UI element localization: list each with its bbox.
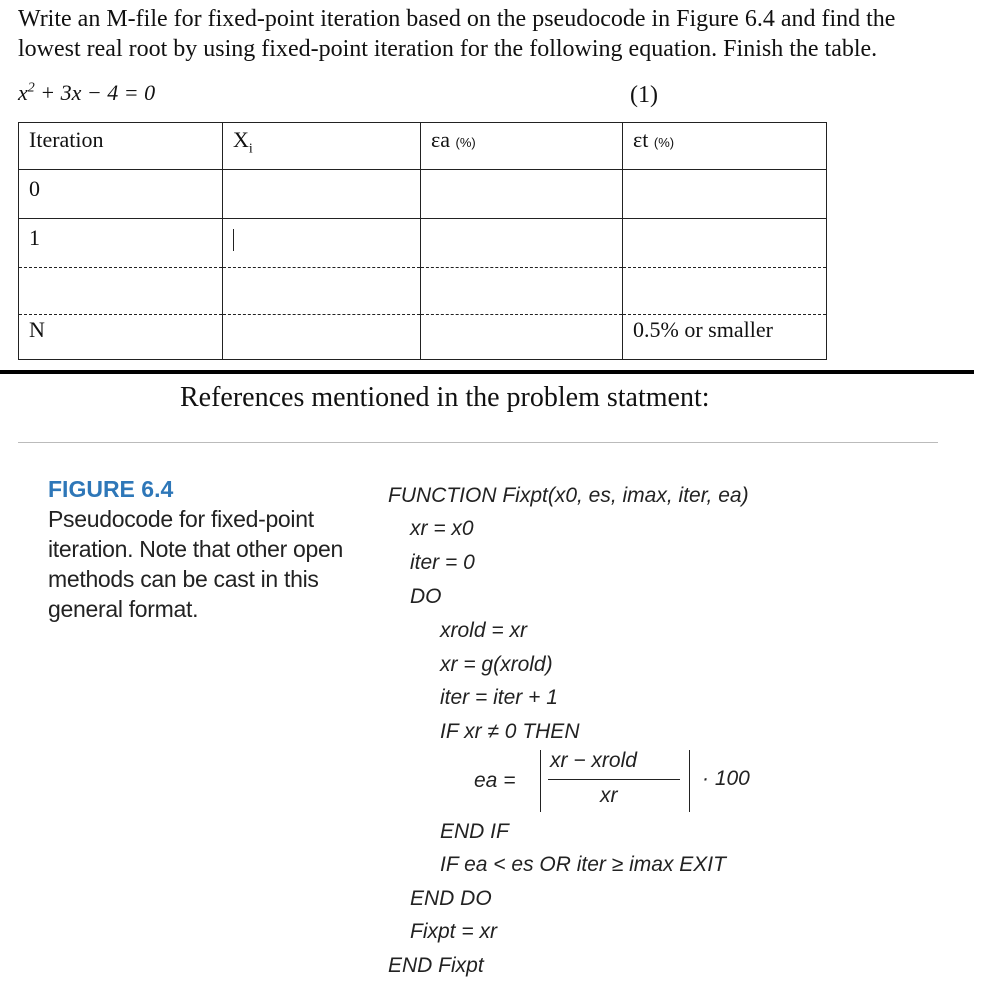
table-row xyxy=(19,315,827,360)
header-iteration: Iteration xyxy=(19,123,223,170)
equation xyxy=(18,80,155,106)
equation-base: x xyxy=(18,80,28,105)
header-ea-unit: (%) xyxy=(455,135,476,150)
code-line: iter = iter + 1 xyxy=(440,686,558,709)
section-divider xyxy=(0,370,974,374)
code-line: END IF xyxy=(440,820,509,843)
code-line: xr = x0 xyxy=(410,517,474,540)
code-line: DO xyxy=(410,585,442,608)
cell-ea[interactable] xyxy=(421,315,623,360)
cell-xi[interactable] xyxy=(223,315,421,360)
cell-iteration: 0 xyxy=(19,170,223,219)
iteration-table xyxy=(18,122,827,360)
code-line: xrold = xr xyxy=(440,619,527,642)
figure-title: FIGURE 6.4 xyxy=(48,476,174,502)
horizontal-rule xyxy=(18,442,938,443)
cell-iteration: N xyxy=(19,315,223,360)
code-line: iter = 0 xyxy=(410,551,475,574)
fraction-denominator: xr xyxy=(600,784,618,807)
header-ea xyxy=(421,123,623,170)
cell-empty xyxy=(623,268,827,315)
equation-rest: + 3x − 4 = 0 xyxy=(34,80,156,105)
equation-number: (1) xyxy=(630,82,658,108)
cell-empty xyxy=(19,268,223,315)
cell-et[interactable] xyxy=(623,219,827,268)
problem-line-1: Write an M-file for fixed-point iteration based on the pseudocode in Figure 6.4 and find the xyxy=(18,6,896,32)
fraction-bar xyxy=(548,779,680,780)
problem-statement xyxy=(18,4,988,64)
cell-et[interactable] xyxy=(623,170,827,219)
code-line: END DO xyxy=(410,887,492,910)
fraction-numerator: xr − xrold xyxy=(550,749,637,772)
equation-exponent: 2 xyxy=(27,80,35,96)
text-cursor xyxy=(233,229,234,251)
table-ellipsis-row xyxy=(19,268,827,315)
code-line: FUNCTION Fixpt(x0, es, imax, iter, ea) xyxy=(388,484,749,507)
code-line: ea = xyxy=(474,769,516,792)
table-header-row xyxy=(19,123,827,170)
cell-empty xyxy=(223,268,421,315)
header-xi-sub: i xyxy=(248,141,253,157)
problem-line-2: lowest real root by using fixed-point iteration for the following equation. Finish the table. xyxy=(18,36,878,62)
cell-ea[interactable] xyxy=(421,219,623,268)
cell-empty xyxy=(421,268,623,315)
cell-iteration: 1 xyxy=(19,219,223,268)
header-xi-main: X xyxy=(233,127,249,152)
table-row xyxy=(19,170,827,219)
references-heading: References mentioned in the problem statment: xyxy=(180,382,710,413)
header-et xyxy=(623,123,827,170)
code-line: Fixpt = xr xyxy=(410,920,497,943)
table-row xyxy=(19,219,827,268)
header-ea-symbol: εa xyxy=(431,127,451,152)
fraction-multiplier: · 100 xyxy=(702,767,750,790)
code-line: IF ea < es OR iter ≥ imax EXIT xyxy=(440,853,726,876)
code-line: END Fixpt xyxy=(388,954,484,977)
cell-xi[interactable] xyxy=(223,170,421,219)
figure-description: Pseudocode for fixed-point iteration. Note that other open methods can be cast in this general format. xyxy=(48,506,344,622)
cell-ea[interactable] xyxy=(421,170,623,219)
header-et-unit: (%) xyxy=(653,135,675,150)
figure-caption xyxy=(48,474,378,624)
header-xi xyxy=(223,123,421,170)
code-line: IF xr ≠ 0 THEN xyxy=(440,720,580,743)
cell-xi[interactable] xyxy=(223,219,421,268)
header-et-symbol: εt xyxy=(633,127,649,152)
code-line: xr = g(xrold) xyxy=(440,653,553,676)
cell-et: 0.5% or smaller xyxy=(623,315,827,360)
